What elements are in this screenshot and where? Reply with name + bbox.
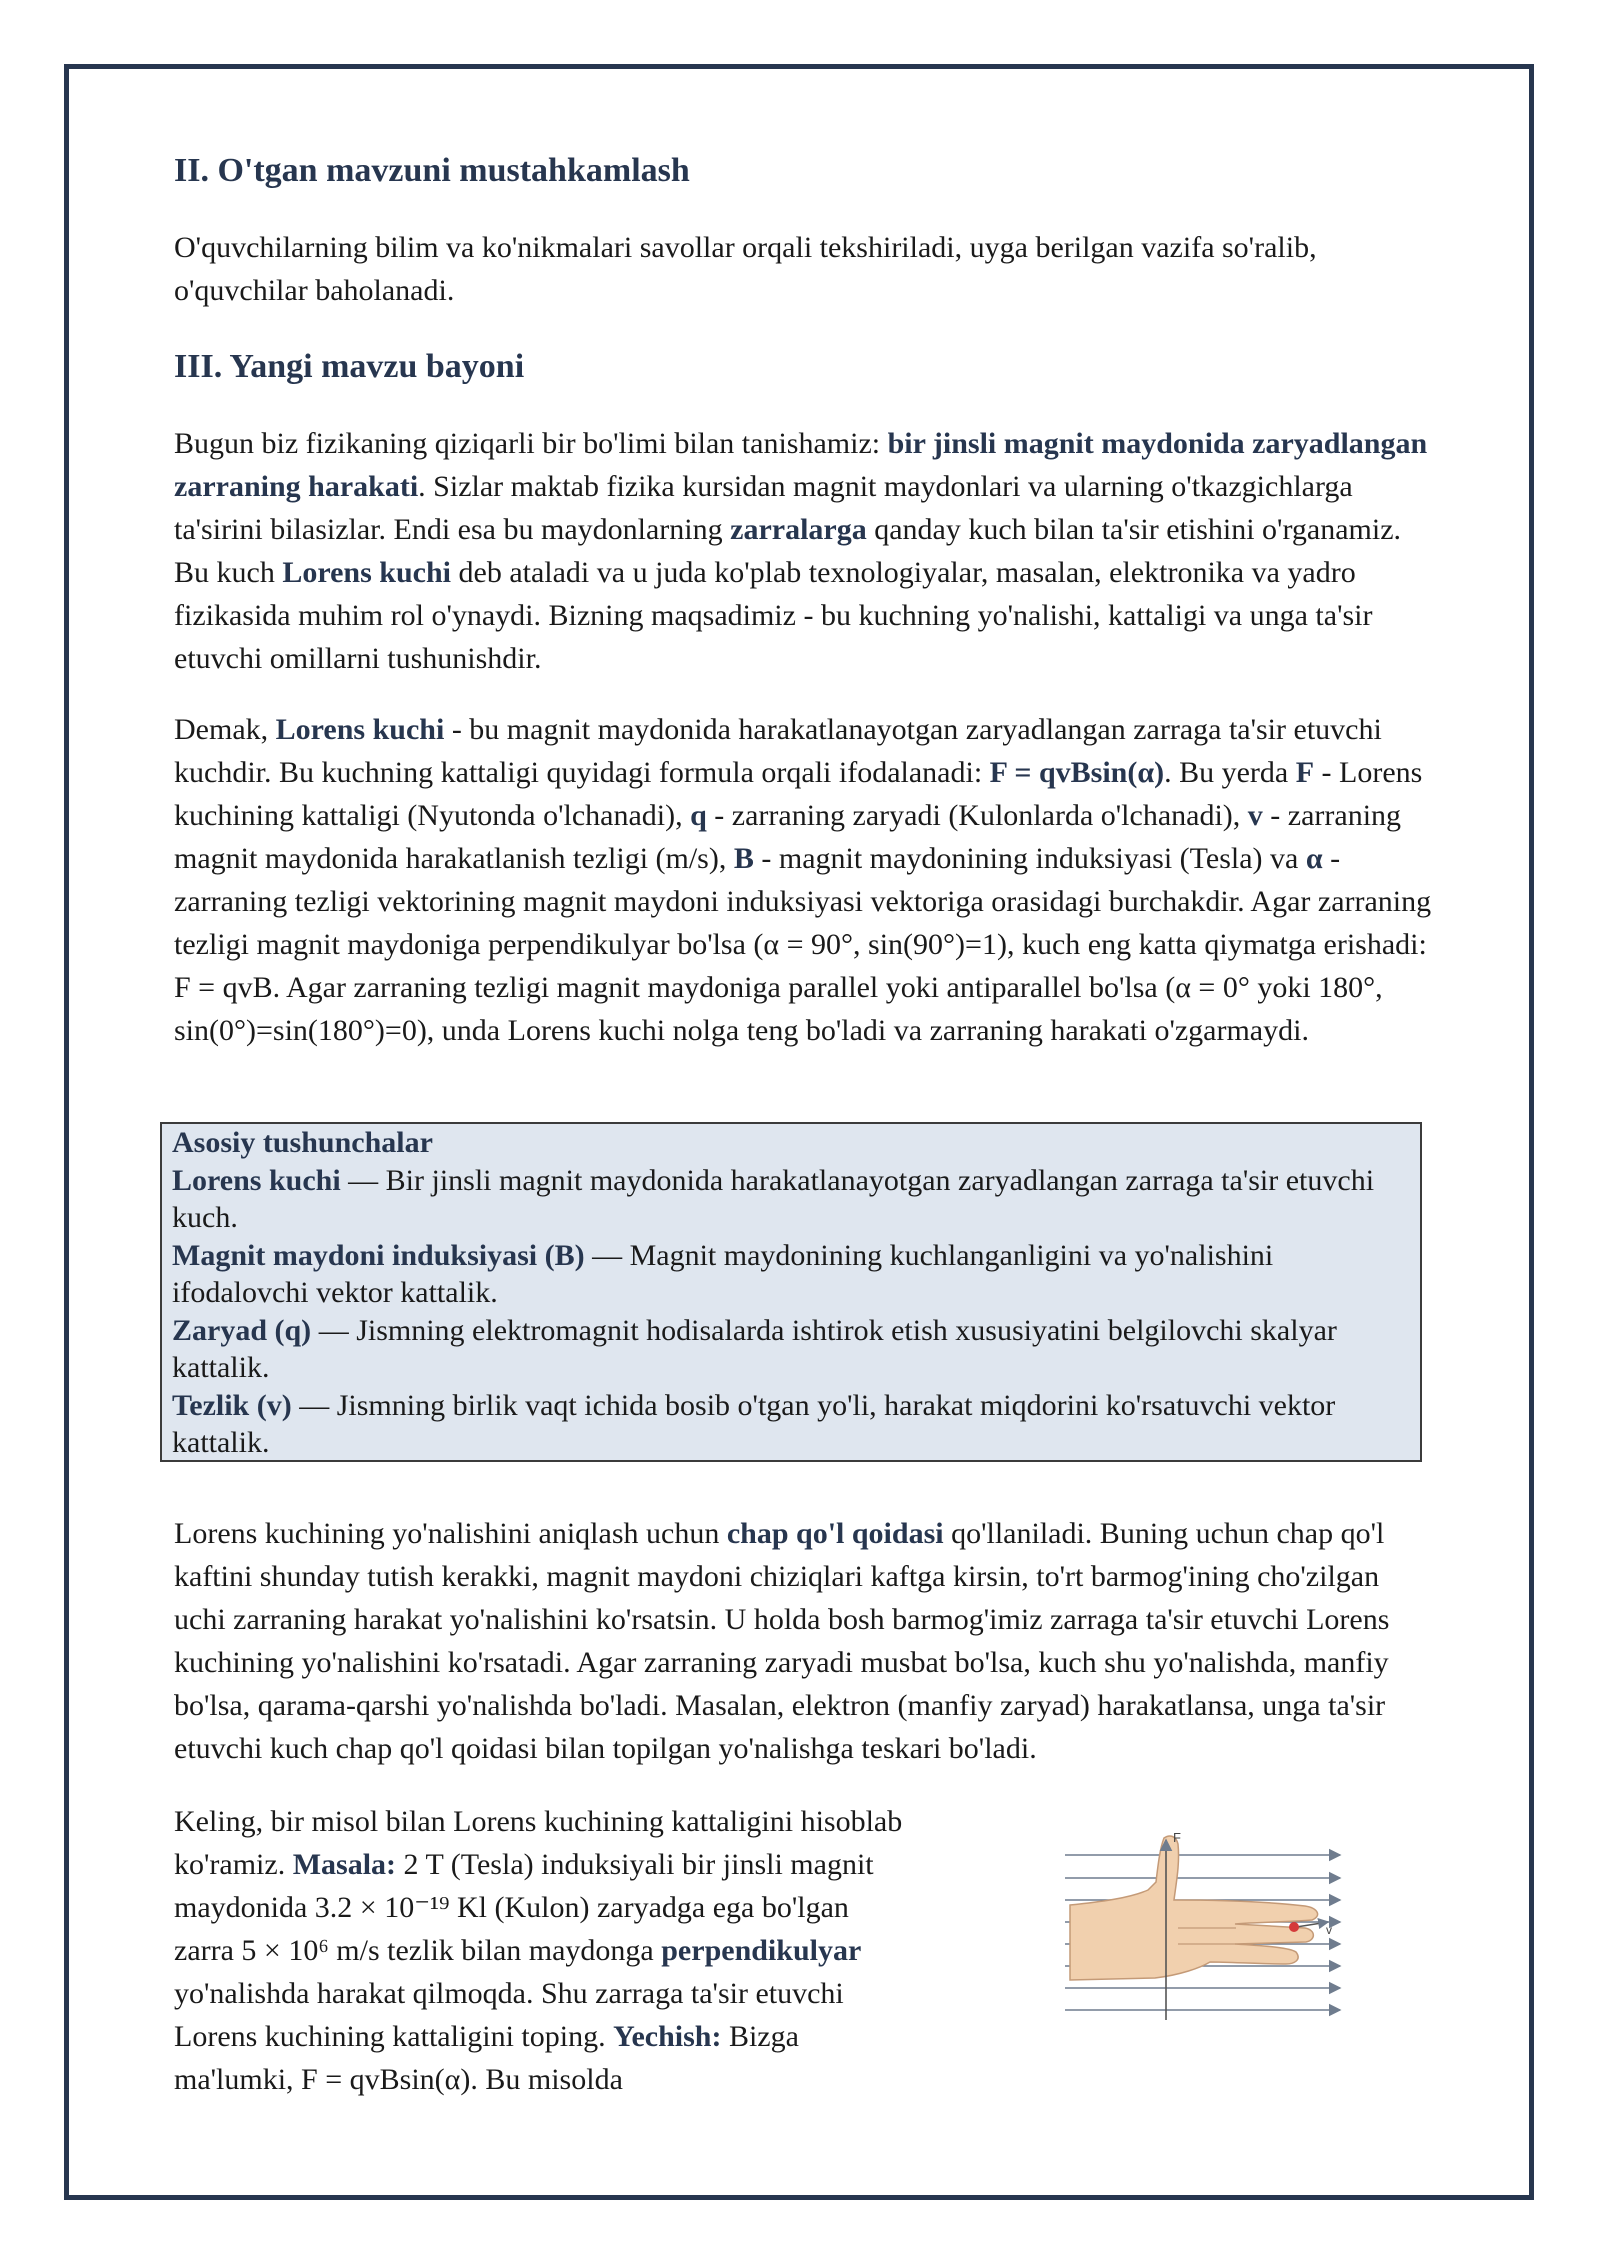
label-problem: Masala: — [292, 1848, 397, 1881]
concept-term: Lorens kuchi — [172, 1163, 341, 1197]
text-run: . Bu yerda — [1164, 756, 1296, 789]
velocity-label: v — [1326, 1923, 1332, 1937]
concept-term: Magnit maydoni induksiyasi (B) — [172, 1238, 585, 1272]
text-run: Bizga ma'lumki, F = qvBsin(α). Bu misolda — [174, 2020, 799, 2096]
concept-item — [172, 1237, 1410, 1312]
concept-definition: — Jismning birlik vaqt ichida bosib o'tgan yo'li, harakat miqdorini ko'rsatuvchi vektor kattalik. — [172, 1388, 1336, 1459]
text-run: - zarraning tezligi vektorining magnit maydoni induksiyasi vektoriga orasidagi burchakdir. Agar zarraning tezligi magnit maydoniga perpendikulyar bo'lsa (α = 90°, sin(90°)=1), kuch eng katta qiymatga erishadi: F = qvB. Agar zarraning tezligi magnit maydoniga parallel yoki antiparallel bo'lsa (α = 0° yoki 180°, sin(0°)=sin(180°)=0), unda Lorens kuchi nolga teng bo'ladi va zarraning harakati o'zgarmaydi. — [174, 842, 1432, 1047]
concept-item — [172, 1387, 1410, 1462]
text-run: - zarraning zaryadi (Kulonlarda o'lchanadi), — [706, 799, 1248, 832]
concept-item — [172, 1162, 1410, 1237]
concept-definition: — Bir jinsli magnit maydonida harakatlanayotgan zaryadlangan zarraga ta'sir etuvchi kuch. — [172, 1163, 1375, 1234]
text-run: qanday kuch bilan ta'sir etishini o'rganamiz. Bu kuch — [174, 513, 1402, 589]
review-paragraph: O'quvchilarning bilim va ko'nikmalari savollar orqali tekshiriladi, uyga berilgan vazifa so'ralib, o'quvchilar baholanadi. — [174, 231, 1317, 307]
concept-item — [172, 1312, 1410, 1387]
example-paragraph — [174, 1800, 914, 2101]
text-run: Bugun biz fizikaning qiziqarli bir bo'limi bilan tanishamiz: — [174, 427, 888, 460]
concept-definition: — Magnit maydonining kuchlanganligini va yo'nalishini ifodalovchi vektor kattalik. — [172, 1238, 1274, 1309]
concept-term: Tezlik (v) — [172, 1388, 292, 1422]
key-concepts-title: Asosiy tushunchalar — [172, 1126, 433, 1159]
highlight-lorentz-force: Lorens kuchi — [282, 556, 451, 589]
text-run: - magnit maydonining induksiyasi (Tesla) va — [753, 842, 1306, 875]
symbol-f: F — [1295, 756, 1315, 789]
section-heading-review: II. O'tgan mavzuni mustahkamlash — [174, 152, 690, 189]
intro-paragraph — [174, 422, 1436, 680]
text-run: 2 T (Tesla) induksiyali bir jinsli magnit maydonida 3.2 × 10⁻¹⁹ Kl (Kulon) zaryadga ega bo'lgan zarra 5 × 10⁶ m/s tezlik bilan maydonga — [174, 1848, 874, 1967]
lorentz-definition-paragraph — [174, 708, 1436, 1052]
label-solution: Yechish: — [613, 2020, 722, 2053]
left-hand-rule-icon — [1060, 1830, 1350, 2025]
highlight-topic: bir jinsli magnit maydonida zaryadlangan zarraning harakati — [174, 427, 1428, 503]
highlight-particles: zarralarga — [730, 513, 867, 546]
symbol-alpha: α — [1305, 842, 1323, 875]
key-concepts-box — [160, 1122, 1422, 1462]
text-run: Demak, — [174, 713, 276, 746]
symbol-q: q — [690, 799, 707, 832]
text-run: - bu magnit maydonida harakatlanayotgan zaryadlangan zarraga ta'sir etuvchi kuchdir. Bu kuchning kattaligi quyidagi formula orqali ifodalanadi: — [174, 713, 1382, 789]
text-run: deb ataladi va u juda ko'plab texnologiyalar, masalan, elektronika va yadro fizikasida muhim rol o'ynaydi. Bizning maqsadimiz - bu kuchning yo'nalishi, kattaligi va unga ta'sir etuvchi omillarni tushunishdir. — [174, 556, 1373, 675]
section-heading-new-topic: III. Yangi mavzu bayoni — [174, 348, 525, 385]
text-run: - Lorens kuchining kattaligi (Nyutonda o'lchanadi), — [174, 756, 1423, 832]
concept-definition: — Jismning elektromagnit hodisalarda ishtirok etish xususiyatini belgilovchi skalyar kattalik. — [172, 1313, 1337, 1384]
text-run: Lorens kuchining yo'nalishini aniqlash uchun — [174, 1517, 727, 1550]
text-run: . Sizlar maktab fizika kursidan magnit maydonlari va ularning o'tkazgichlarga ta'sirini bilasizlar. Endi esa bu maydonlarning — [174, 470, 1353, 546]
text-run: qo'llaniladi. Buning uchun chap qo'l kaftini shunday tutish kerakki, magnit maydoni chiziqlari kaftga kirsin, to'rt barmog'ining cho'zilgan uchi zarraning harakat yo'nalishini ko'rsatsin. U holda bosh barmog'imiz zarraga ta'sir etuvchi Lorens kuchining yo'nalishini ko'rsatadi. Agar zarraning zaryadi musbat bo'lsa, kuch shu yo'nalishda, manfiy bo'lsa, qarama-qarshi yo'nalishda bo'ladi. Masalan, elektron (manfiy zaryad) harakatlansa, unga ta'sir etuvchi kuch chap qo'l qoidasi bilan topilgan yo'nalishga teskari bo'ladi. — [174, 1517, 1390, 1765]
symbol-b: B — [733, 842, 754, 875]
text-run: yo'nalishda harakat qilmoqda. Shu zarraga ta'sir etuvchi Lorens kuchining kattaligini toping. — [174, 1977, 844, 2053]
text-run: Keling, bir misol bilan Lorens kuchining kattaligini hisoblab ko'ramiz. — [174, 1805, 903, 1881]
highlight-lorentz-force: Lorens kuchi — [275, 713, 445, 746]
concept-term: Zaryad (q) — [172, 1313, 312, 1347]
highlight-left-hand-rule: chap qo'l qoidasi — [726, 1517, 944, 1550]
hand-shape — [1070, 1836, 1318, 1980]
force-label: F — [1173, 1830, 1181, 1845]
formula: F = qvBsin(α) — [989, 756, 1165, 789]
left-hand-rule-paragraph — [174, 1512, 1436, 1770]
symbol-v: v — [1247, 799, 1263, 832]
text-run: - zarraning magnit maydonida harakatlanish tezligi (m/s), — [174, 799, 1402, 875]
highlight-perpendicular: perpendikulyar — [661, 1934, 862, 1967]
